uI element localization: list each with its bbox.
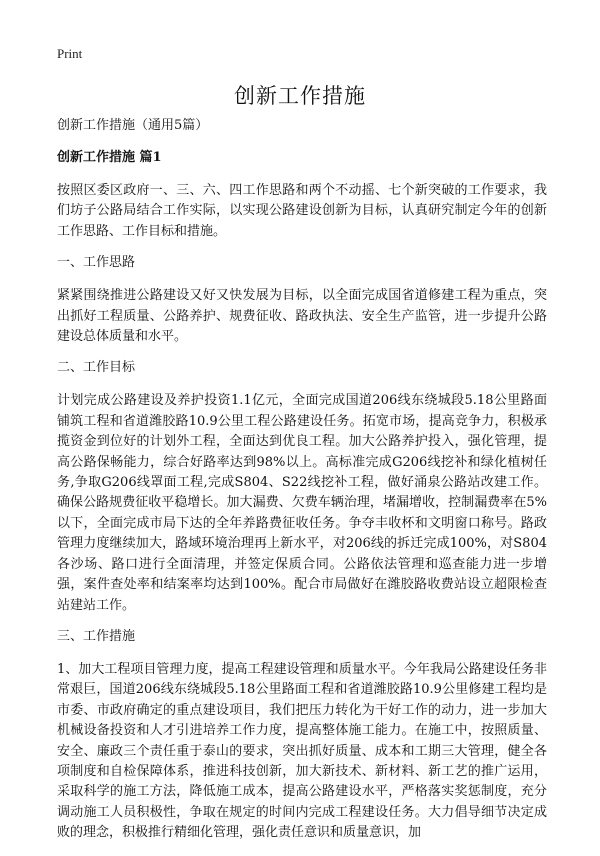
heading-work-measures: 三、工作措施	[57, 628, 136, 644]
section-title: 创新工作措施 篇1	[57, 150, 162, 165]
document-title: 创新工作措施	[234, 84, 366, 108]
heading-work-ideas: 一、工作思路	[57, 255, 136, 271]
document-body	[57, 117, 547, 856]
paragraph-work-ideas: 紧紧围绕推进公路建设又好又快发展为目标，以全面完成国省道修建工程为重点，突出抓好工程质量、公路养护、规费征收、路政执法、安全生产监管，进一步提升公路建设总体质量和水平。	[57, 288, 547, 345]
print-link[interactable]: Print	[57, 46, 83, 61]
paragraph-work-measures: 1、加大工程项目管理力度，提高工程建设管理和质量水平。今年我局公路建设任务非常艰巨，国道206线东绕城段5.18公里路面工程和省道潍胶路10.9公里修建工程均是市委、市政府确定的重点建设项目，我们把压力转化为干好工作的动力，进一步加大机械设备投资和人才引进培养工作力度，提高整体施工能力。在施工中，按照质量、安全、廉政三个责任重于泰山的要求，突出抓好质量、成本和工期三大管理，健全各项制度和自检保障体系，推进科技创新，加大新技术、新材料、新工艺的推广运用，采取科学的施工方法，降低施工成本，提高公路建设水平，严格落实奖惩制度，充分调动施工人员积极性，争取在规定的时间内完成工程建设任务。大力倡导细节决定成败的理念，积极推行精细化管理，强化责任意识和质量意识，加	[57, 661, 547, 841]
document-subtitle: 创新工作措施（通用5篇）	[57, 118, 209, 133]
heading-work-goals: 二、工作目标	[57, 360, 136, 376]
intro-paragraph: 按照区委区政府一、三、六、四工作思路和两个不动摇、七个新突破的工作要求，我们坊子公路局结合工作实际，以实现公路建设创新为目标，认真研究制定今年的创新工作思路、工作目标和措施。	[57, 183, 547, 239]
paragraph-work-goals: 计划完成公路建设及养护投资1.1亿元，全面完成国道206线东绕城段5.18公里路面铺筑工程和省道潍胶路10.9公里工程公路建设任务。拓宽市场，提高竞争力，积极承揽资金到位好的计划外工程，全面达到优良工程。加大公路养护投入，强化管理，提高公路保畅能力，综合好路率达到98%以上。高标准完成G206线挖补和绿化植树任务,争取G206线罩面工程,完成S804、S22线挖补工程，做好涌泉公路站改建工作。确保公路规费征收平稳增长。加大漏费、欠费车辆治理，堵漏增收，控制漏费率在5%以下，全面完成市局下达的全年养路费征收任务。争夺丰收杯和文明窗口称号。路政管理力度继续加大，路域环境治理再上新水平，对206线的拆迁完成100%，对S804各沙场、路口进行全面清理，并签定保质合同。公路依法管理和巡查能力进一步增强，案件查处率和结案率均达到100%。配合市局做好在潍胶路收费站设立超限检查站建站工作。	[57, 393, 547, 613]
